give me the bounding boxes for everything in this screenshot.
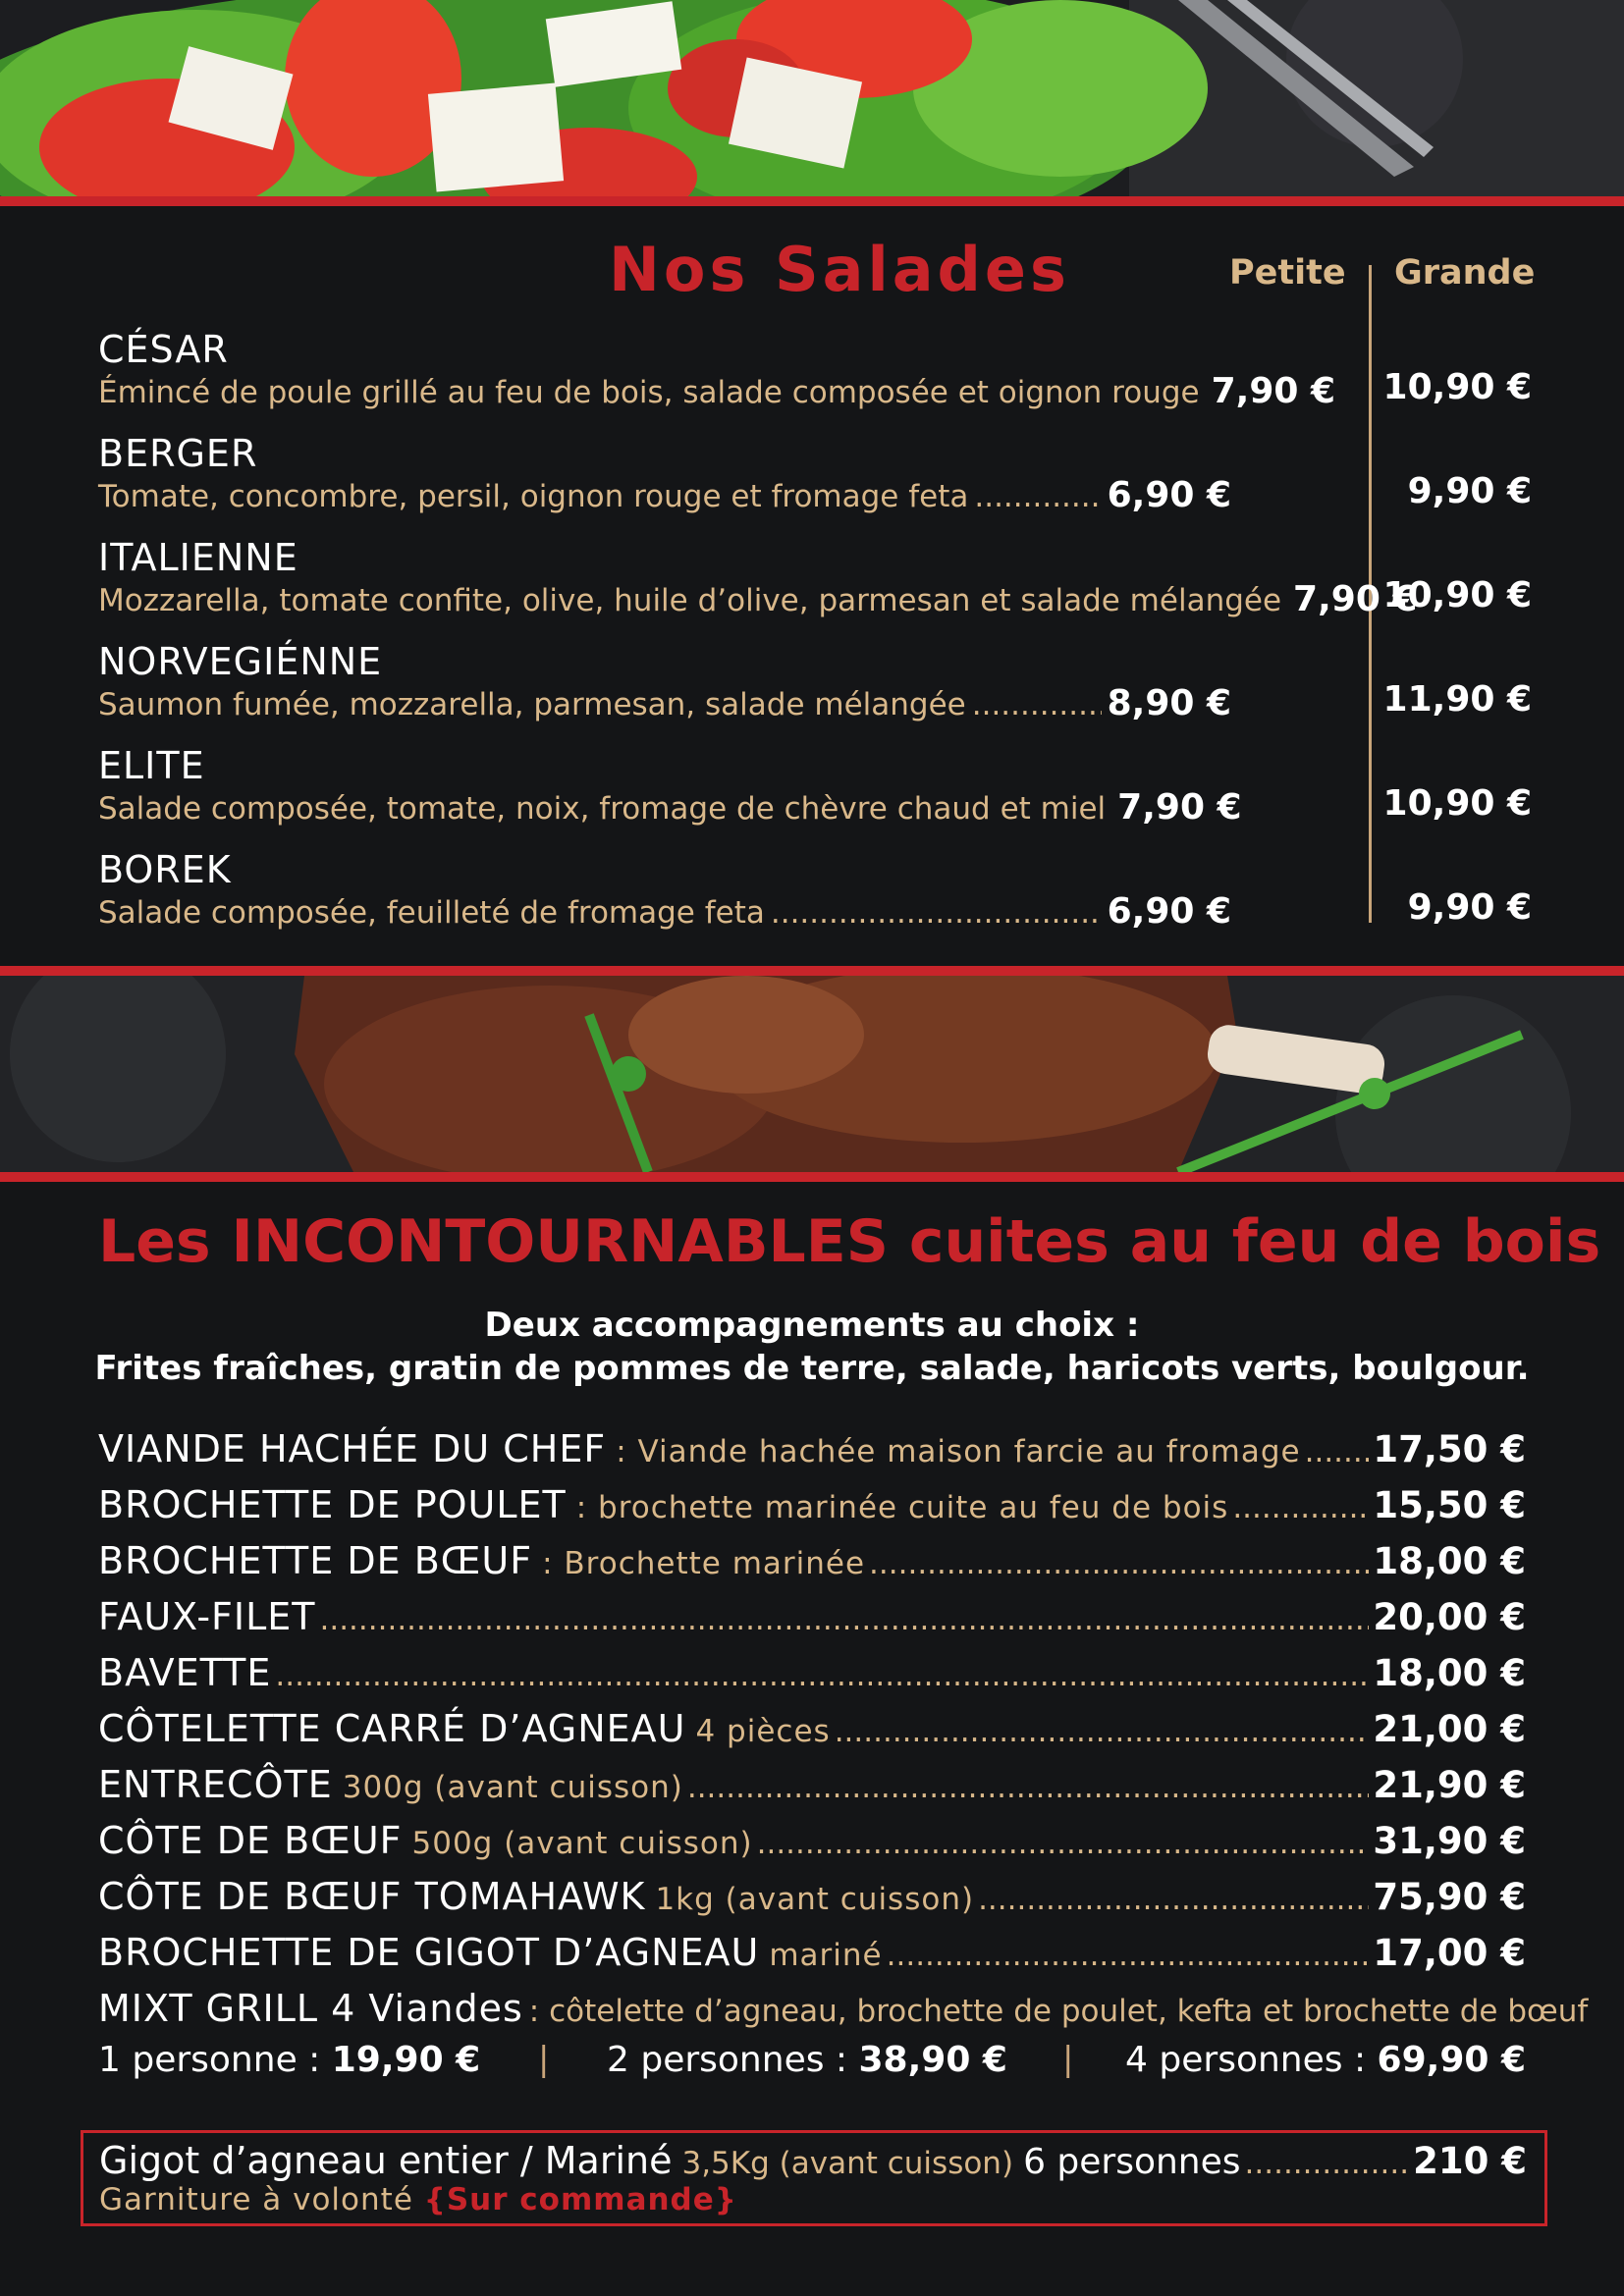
item-price: 17,50 € (1373, 1428, 1526, 1470)
salade-desc: Salade composée, tomate, noix, fromage de chèvre chaud et miel (98, 791, 1107, 827)
salade-price-grande: 9,90 € (1407, 887, 1532, 928)
col-head-grande: Grande (1394, 253, 1536, 293)
item-desc: : côtelette d’agneau, brochette de poulet, kefta et brochette de bœuf (528, 1994, 1589, 2029)
leader-dots (974, 479, 1101, 514)
menu-item-cotelette-agneau (98, 1707, 1526, 1750)
item-name: VIANDE HACHÉE DU CHEF (98, 1427, 607, 1470)
mixt-grill-prices (98, 2040, 1526, 2089)
salade-item-berger (98, 432, 1532, 530)
salade-price-petite: 6,90 € (1107, 475, 1231, 515)
salade-item-elite (98, 744, 1532, 842)
mixt-2-label: 2 personnes : (607, 2040, 848, 2080)
leader-dots (1245, 2146, 1410, 2181)
accompaniment-heading: Deux accompagnements au choix : (484, 1306, 1140, 1345)
item-desc: : Brochette marinée (542, 1546, 866, 1581)
salade-price-grande: 10,90 € (1382, 367, 1532, 407)
leader-dots (887, 1938, 1370, 1973)
menu-item-tomahawk (98, 1875, 1526, 1918)
item-desc: 500g (avant cuisson) (411, 1826, 753, 1861)
salade-price-petite: 7,90 € (1117, 787, 1242, 828)
divider-red-top (0, 196, 1624, 206)
mixt-1-personne (98, 2040, 480, 2080)
leader-dots (869, 1546, 1369, 1581)
salade-price-grande: 10,90 € (1382, 783, 1532, 824)
item-price: 18,00 € (1373, 1652, 1526, 1694)
item-name: MIXT GRILL 4 Viandes (98, 1987, 523, 2030)
gigot-garniture-line (99, 2182, 737, 2217)
divider-red-middle-top (0, 966, 1624, 976)
item-price: 15,50 € (1373, 1484, 1526, 1526)
menu-item-viande-hachee (98, 1427, 1526, 1470)
salade-name: BERGER (98, 432, 258, 475)
salade-item-italienne (98, 536, 1532, 634)
salade-desc: Saumon fumée, mozzarella, parmesan, salade mélangée (98, 687, 966, 722)
salade-price-petite: 8,90 € (1107, 683, 1231, 723)
menu-item-cote-boeuf (98, 1819, 1526, 1862)
col-head-petite: Petite (1229, 253, 1346, 293)
item-name: FAUX-FILET (98, 1595, 316, 1638)
divider-red-middle-bottom (0, 1172, 1624, 1182)
gigot-name: Gigot d’agneau entier / Mariné (99, 2139, 673, 2182)
mixt-separator: | (538, 2040, 550, 2079)
salade-price-petite: 7,90 € (1293, 579, 1418, 619)
menu-item-brochette-boeuf (98, 1539, 1526, 1582)
salade-price-grande: 9,90 € (1407, 471, 1532, 511)
leader-dots (1232, 1490, 1369, 1525)
leader-dots (972, 687, 1102, 722)
salades-title: Nos Salades (609, 234, 1070, 305)
salade-item-cesar (98, 328, 1532, 426)
meat-photo-banner (0, 976, 1624, 1172)
gigot-price: 210 € (1413, 2140, 1527, 2182)
leader-dots (275, 1658, 1369, 1693)
item-price: 17,00 € (1373, 1932, 1526, 1974)
salade-price-petite: 7,90 € (1211, 371, 1335, 411)
leader-dots (1305, 1434, 1370, 1469)
leader-dots (835, 1714, 1370, 1749)
item-price: 18,00 € (1373, 1540, 1526, 1582)
salade-price-petite: 6,90 € (1107, 891, 1231, 932)
gigot-sur-commande: {Sur commande} (423, 2182, 737, 2217)
item-price: 21,90 € (1373, 1764, 1526, 1806)
item-name: BROCHETTE DE POULET (98, 1483, 567, 1526)
accompaniment-list: Frites fraîches, gratin de pommes de terre, salade, haricots verts, boulgour. (94, 1349, 1530, 1388)
salade-desc: Tomate, concombre, persil, oignon rouge et fromage feta (98, 479, 969, 514)
mixt-4-label: 4 personnes : (1125, 2040, 1367, 2080)
gigot-persons: 6 personnes (1023, 2142, 1241, 2182)
gigot-special-box (81, 2130, 1547, 2226)
menu-item-faux-filet (98, 1595, 1526, 1638)
salade-desc: Émincé de poule grillé au feu de bois, salade composée et oignon rouge (98, 375, 1200, 410)
gigot-garniture: Garniture à volonté (99, 2182, 413, 2217)
salade-item-norvegienne (98, 640, 1532, 738)
mixt-1-label: 1 personne : (98, 2040, 321, 2080)
item-price: 31,90 € (1373, 1820, 1526, 1862)
item-desc: mariné (769, 1938, 883, 1973)
item-price: 21,00 € (1373, 1708, 1526, 1750)
leader-dots (757, 1826, 1370, 1861)
salade-desc: Salade composée, feuilleté de fromage feta (98, 895, 765, 931)
leader-dots (687, 1770, 1369, 1805)
salade-desc: Mozzarella, tomate confite, olive, huile d’olive, parmesan et salade mélangée (98, 583, 1282, 618)
leader-dots (320, 1602, 1370, 1637)
mixt-separator: | (1062, 2040, 1074, 2079)
item-desc: : Viande hachée maison farcie au fromage (616, 1434, 1301, 1469)
item-price: 20,00 € (1373, 1596, 1526, 1638)
mixt-2-price: 38,90 € (858, 2040, 1007, 2080)
gigot-desc: 3,5Kg (avant cuisson) (681, 2146, 1014, 2181)
leader-dots (978, 1882, 1369, 1917)
salade-price-grande: 11,90 € (1382, 679, 1532, 720)
mixt-2-personnes (607, 2040, 1007, 2080)
salade-name: CÉSAR (98, 328, 229, 371)
item-name: CÔTE DE BŒUF (98, 1819, 403, 1862)
item-desc: 300g (avant cuisson) (342, 1770, 683, 1805)
menu-item-bavette (98, 1651, 1526, 1694)
mixt-4-price: 69,90 € (1377, 2040, 1526, 2080)
item-desc: 1kg (avant cuisson) (655, 1882, 975, 1917)
menu-item-mixt-grill (98, 1987, 1589, 2030)
item-name: CÔTELETTE CARRÉ D’AGNEAU (98, 1707, 686, 1750)
item-name: BAVETTE (98, 1651, 272, 1694)
salade-item-borek (98, 848, 1532, 946)
menu-item-entrecote (98, 1763, 1526, 1806)
menu-item-brochette-poulet (98, 1483, 1526, 1526)
salade-price-grande: 10,90 € (1382, 575, 1532, 615)
mixt-1-price: 19,90 € (331, 2040, 481, 2080)
item-name: BROCHETTE DE GIGOT D’AGNEAU (98, 1931, 760, 1974)
item-name: ENTRECÔTE (98, 1763, 333, 1806)
item-name: BROCHETTE DE BŒUF (98, 1539, 533, 1582)
leader-dots (771, 895, 1102, 931)
salade-name: ELITE (98, 744, 205, 787)
item-desc: : brochette marinée cuite au feu de bois (575, 1490, 1229, 1525)
menu-item-brochette-gigot (98, 1931, 1526, 1974)
item-name: CÔTE DE BŒUF TOMAHAWK (98, 1875, 646, 1918)
salade-name: ITALIENNE (98, 536, 298, 579)
item-price: 75,90 € (1373, 1876, 1526, 1918)
incontournables-title: Les INCONTOURNABLES cuites au feu de bois (98, 1207, 1601, 1276)
mixt-4-personnes (1125, 2040, 1526, 2080)
salade-name: NORVEGIÉNNE (98, 640, 383, 683)
item-desc: 4 pièces (695, 1714, 831, 1749)
salad-photo-banner (0, 0, 1624, 196)
salade-name: BOREK (98, 848, 232, 891)
